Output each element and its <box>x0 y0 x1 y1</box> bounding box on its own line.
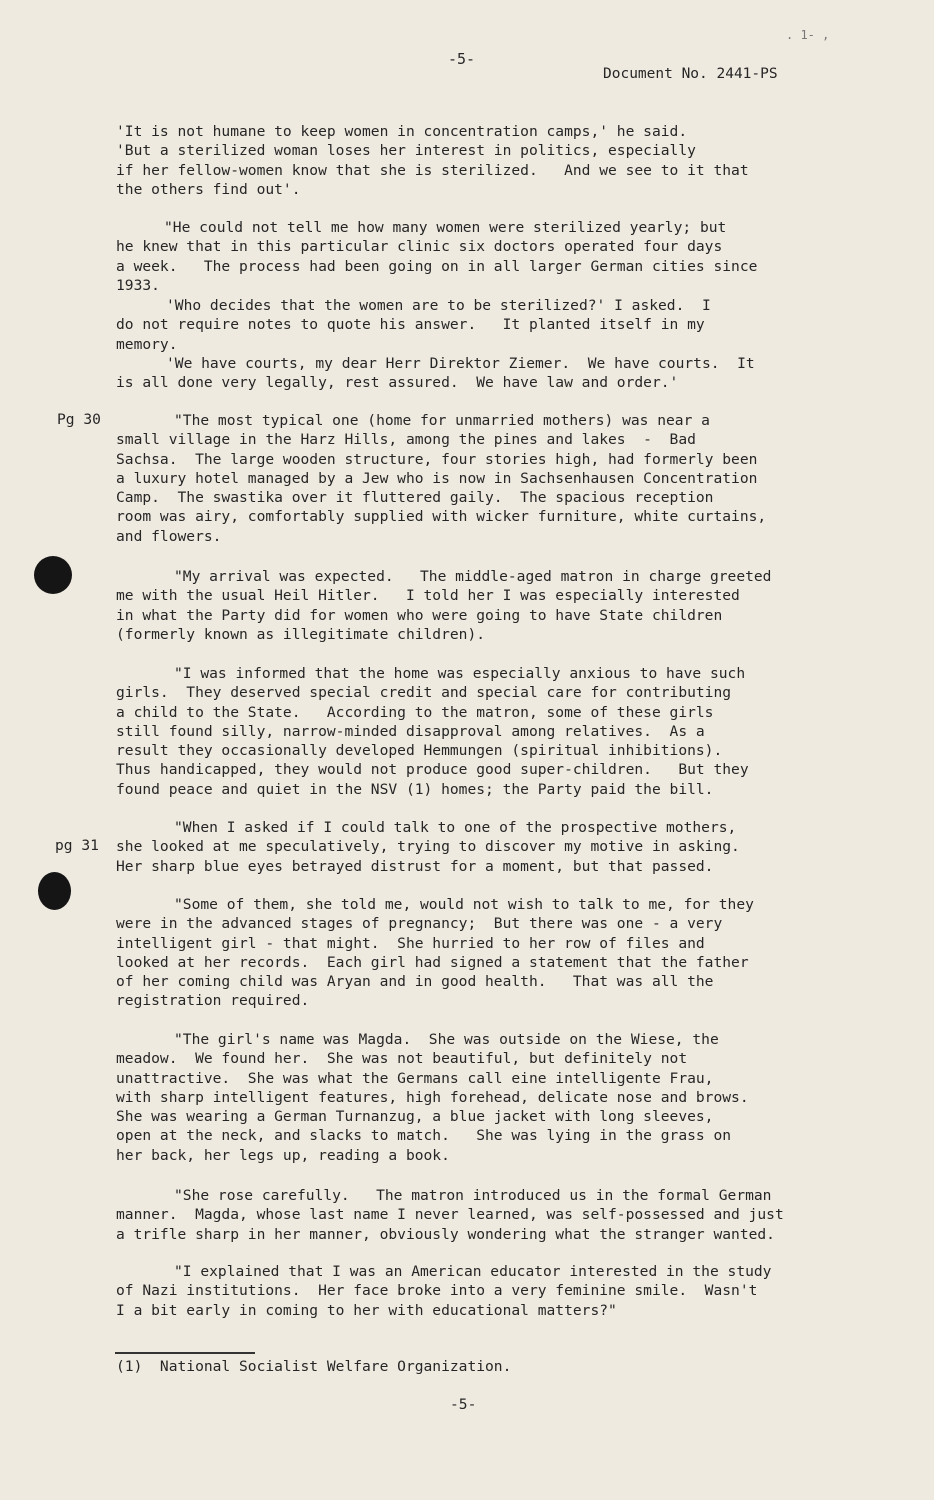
text-line: Thus handicapped, they would not produce good super-children. But they <box>116 761 749 779</box>
punch-hole-mark <box>38 872 71 910</box>
paragraph <box>116 895 836 1011</box>
paragraph <box>116 296 836 354</box>
text-line: she looked at me speculatively, trying to discover my motive in asking. <box>116 838 740 856</box>
text-line: "She rose carefully. The matron introduced us in the formal German <box>174 1187 772 1204</box>
text-line: unattractive. She was what the Germans call eine intelligente Frau, <box>116 1069 714 1087</box>
paragraph <box>116 122 836 199</box>
text-line: do not require notes to quote his answer. It planted itself in my <box>116 316 705 334</box>
text-line: were in the advanced stages of pregnancy; But there was one - a very <box>116 915 723 933</box>
text-line: "I was informed that the home was especially anxious to have such <box>174 665 746 682</box>
text-line: "I explained that I was an American educator interested in the study <box>174 1263 772 1280</box>
corner-mark: . 1- , <box>786 28 830 42</box>
text-line: he knew that in this particular clinic six doctors operated four days <box>116 238 723 256</box>
text-line: registration required. <box>116 992 310 1010</box>
text-line: 1933. <box>116 276 160 294</box>
text-line: the others find out'. <box>116 180 301 198</box>
text-line: I a bit early in coming to her with educational matters?" <box>116 1301 617 1319</box>
text-line: Sachsa. The large wooden structure, four stories high, had formerly been <box>116 450 758 468</box>
text-line: open at the neck, and slacks to match. She was lying in the grass on <box>116 1127 732 1145</box>
text-line: small village in the Harz Hills, among the pines and lakes - Bad <box>116 431 696 449</box>
document-number: Document No. 2441-PS <box>603 66 778 82</box>
text-line: is all done very legally, rest assured. We have law and order.' <box>116 374 679 392</box>
paragraph <box>116 1186 836 1244</box>
text-line: "When I asked if I could talk to one of the prospective mothers, <box>174 819 737 836</box>
text-line: looked at her records. Each girl had signed a statement that the father <box>116 953 749 971</box>
text-line: room was airy, comfortably supplied with wicker furniture, white curtains, <box>116 508 767 526</box>
paragraph <box>116 1262 836 1320</box>
margin-note-pg30: Pg 30 <box>57 411 101 428</box>
text-line: intelligent girl - that might. She hurried to her row of files and <box>116 934 705 952</box>
text-line: found peace and quiet in the NSV (1) homes; the Party paid the bill. <box>116 780 714 798</box>
text-line: (formerly known as illegitimate children). <box>116 625 486 643</box>
page-number-bottom: -5- <box>450 1396 477 1413</box>
text-line: "The most typical one (home for unmarried mothers) was near a <box>174 412 710 429</box>
text-line: memory. <box>116 335 178 353</box>
paragraph <box>116 354 836 393</box>
paragraph <box>116 411 836 546</box>
text-line: her back, her legs up, reading a book. <box>116 1146 450 1164</box>
text-line: in what the Party did for women who were going to have State children <box>116 606 723 624</box>
text-line: still found silly, narrow-minded disapproval among relatives. As a <box>116 722 705 740</box>
text-line: a luxury hotel managed by a Jew who is now in Sachsenhausen Concentration <box>116 469 758 487</box>
paragraph <box>116 1030 836 1165</box>
text-line: girls. They deserved special credit and special care for contributing <box>116 684 732 702</box>
text-line: me with the usual Heil Hitler. I told her I was especially interested <box>116 587 740 605</box>
text-line: 'But a sterilized woman loses her interest in politics, especially <box>116 142 696 160</box>
text-line: and flowers. <box>116 527 222 545</box>
paragraph <box>116 218 836 295</box>
paragraph <box>116 664 836 799</box>
text-line: result they occasionally developed Hemmungen (spiritual inhibitions). <box>116 742 723 760</box>
text-line: of her coming child was Aryan and in good health. That was all the <box>116 973 714 991</box>
text-line: a trifle sharp in her manner, obviously wondering what the stranger wanted. <box>116 1225 775 1243</box>
footnote-divider <box>115 1352 255 1354</box>
paragraph <box>116 818 836 876</box>
text-line: She was wearing a German Turnanzug, a blue jacket with long sleeves, <box>116 1108 714 1126</box>
text-line: "The girl's name was Magda. She was outside on the Wiese, the <box>174 1031 719 1048</box>
text-line: with sharp intelligent features, high forehead, delicate nose and brows. <box>116 1088 749 1106</box>
text-line: 'It is not humane to keep women in concentration camps,' he said. <box>116 123 688 140</box>
text-line: "My arrival was expected. The middle-aged matron in charge greeted <box>174 568 772 585</box>
text-line: Her sharp blue eyes betrayed distrust for a moment, but that passed. <box>116 857 714 875</box>
text-line: 'We have courts, my dear Herr Direktor Ziemer. We have courts. It <box>166 355 755 372</box>
text-line: "He could not tell me how many women were sterilized yearly; but <box>164 219 727 236</box>
text-line: "Some of them, she told me, would not wish to talk to me, for they <box>174 896 754 913</box>
text-line: of Nazi institutions. Her face broke into a very feminine smile. Wasn't <box>116 1282 758 1300</box>
text-line: Camp. The swastika over it fluttered gaily. The spacious reception <box>116 489 714 507</box>
text-line: 'Who decides that the women are to be sterilized?' I asked. I <box>166 297 711 314</box>
margin-note-pg31: pg 31 <box>55 837 99 854</box>
footnote: (1) National Socialist Welfare Organization. <box>116 1358 512 1375</box>
text-line: a week. The process had been going on in all larger German cities since <box>116 257 758 275</box>
page-number-top: -5- <box>448 50 476 68</box>
text-line: meadow. We found her. She was not beautiful, but definitely not <box>116 1050 688 1068</box>
paragraph <box>116 567 836 644</box>
text-line: manner. Magda, whose last name I never learned, was self-possessed and just <box>116 1206 784 1224</box>
text-line: if her fellow-women know that she is sterilized. And we see to it that <box>116 161 749 179</box>
text-line: a child to the State. According to the matron, some of these girls <box>116 703 714 721</box>
punch-hole-mark <box>34 556 72 594</box>
